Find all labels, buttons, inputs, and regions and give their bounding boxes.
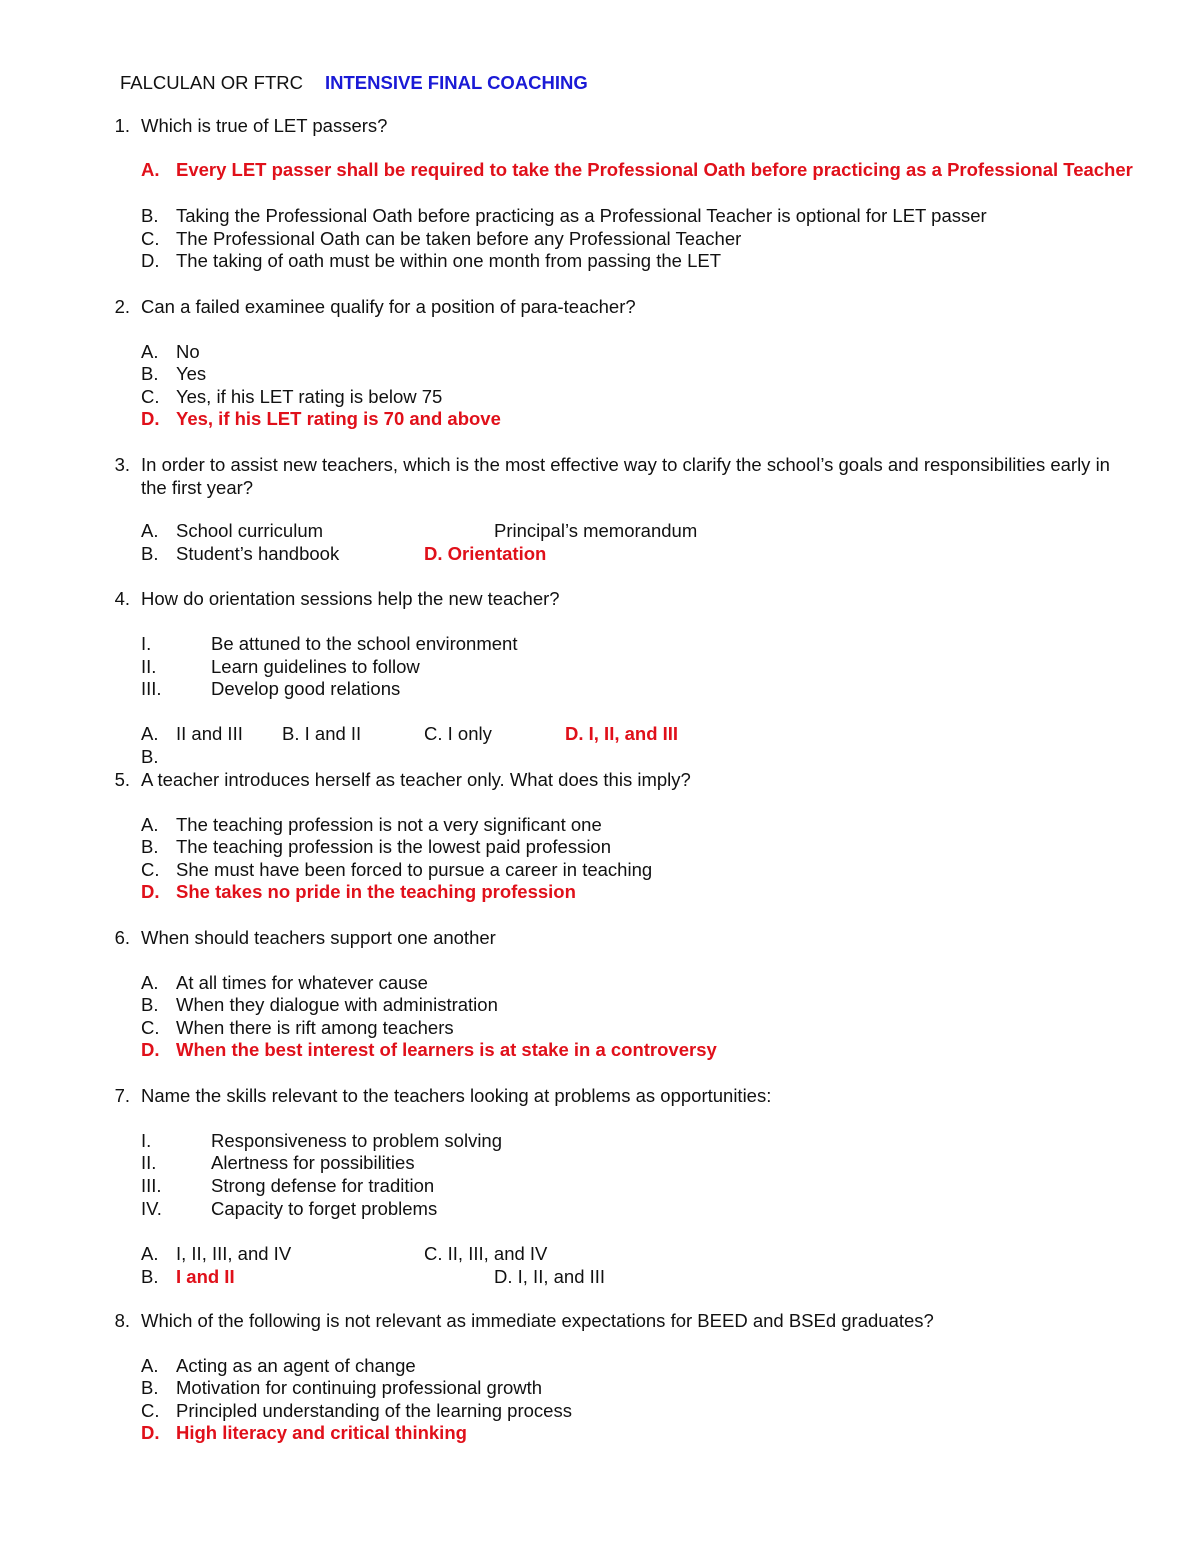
q2-option-c-letter: C. [141, 386, 160, 407]
q4-option-a-letter: A. [141, 723, 159, 744]
q6-option-b-text: When they dialogue with administration [176, 994, 498, 1015]
q2-option-c-text: Yes, if his LET rating is below 75 [176, 386, 443, 407]
q1-option-b-letter: B. [141, 205, 159, 226]
q7-option-d-text: D. I, II, and III [494, 1266, 606, 1287]
q7-roman-3-text: Strong defense for tradition [211, 1175, 435, 1196]
q5-option-d-text: She takes no pride in the teaching profession [176, 881, 576, 902]
question-1-number: 1. [114, 115, 130, 136]
q5-option-b-letter: B. [141, 836, 159, 857]
q1-option-a-text: Every LET passer shall be required to take the Professional Oath before practicing as a Professional Teacher [176, 159, 1133, 180]
q1-option-b-text: Taking the Professional Oath before practicing as a Professional Teacher is optional for LET passer [176, 205, 987, 226]
q6-option-a-letter: A. [141, 972, 159, 993]
q6-option-d-letter: D. [141, 1039, 160, 1060]
q8-option-c-text: Principled understanding of the learning process [176, 1400, 572, 1421]
header-source: FALCULAN OR FTRC [120, 72, 303, 93]
q2-option-b-letter: B. [141, 363, 159, 384]
q6-option-c-text: When there is rift among teachers [176, 1017, 454, 1038]
q4-roman-1-numeral: I. [141, 633, 152, 654]
question-7-number: 7. [114, 1085, 130, 1106]
q2-option-a-text: No [176, 341, 200, 362]
q4-option-b-text: B. I and II [282, 723, 362, 744]
question-4-number: 4. [114, 588, 130, 609]
q4-roman-2-text: Learn guidelines to follow [211, 656, 420, 677]
q7-option-a-letter: A. [141, 1243, 159, 1264]
q5-option-c-letter: C. [141, 859, 160, 880]
q7-roman-2-text: Alertness for possibilities [211, 1152, 415, 1173]
q6-option-a-text: At all times for whatever cause [176, 972, 428, 993]
q4-roman-3-text: Develop good relations [211, 678, 401, 699]
q8-option-b-text: Motivation for continuing professional growth [176, 1377, 543, 1398]
question-5-number: 5. [114, 769, 130, 790]
q7-option-a-text: I, II, III, and IV [176, 1243, 292, 1264]
q3-option-c-text: Principal’s memorandum [494, 520, 698, 541]
question-6-number: 6. [114, 927, 130, 948]
q7-roman-1-numeral: I. [141, 1130, 152, 1151]
q4-roman-2-numeral: II. [141, 656, 157, 677]
q5-option-a-text: The teaching profession is not a very significant one [176, 814, 602, 835]
question-2-text: Can a failed examinee qualify for a position of para-teacher? [141, 296, 636, 317]
q8-option-b-letter: B. [141, 1377, 159, 1398]
q7-roman-4-numeral: IV. [141, 1198, 162, 1219]
q7-option-b-letter: B. [141, 1266, 159, 1287]
question-2-number: 2. [114, 296, 130, 317]
q7-roman-2-numeral: II. [141, 1152, 157, 1173]
q4-option-d-text: D. I, II, and III [565, 723, 679, 744]
q3-option-d-text: D. Orientation [424, 543, 547, 564]
question-4-text: How do orientation sessions help the new teacher? [141, 588, 560, 609]
q1-option-c-letter: C. [141, 228, 160, 249]
q8-option-a-letter: A. [141, 1355, 159, 1376]
q4-roman-1-text: Be attuned to the school environment [211, 633, 518, 654]
q3-option-b-letter: B. [141, 543, 159, 564]
q6-option-d-text: When the best interest of learners is at stake in a controversy [176, 1039, 717, 1060]
q7-option-b-text: I and II [176, 1266, 235, 1287]
question-7-text: Name the skills relevant to the teachers looking at problems as opportunities: [141, 1085, 772, 1106]
q8-option-d-text: High literacy and critical thinking [176, 1422, 467, 1443]
q4-option-c-text: C. I only [424, 723, 492, 744]
question-8-number: 8. [114, 1310, 130, 1331]
q8-option-c-letter: C. [141, 1400, 160, 1421]
q2-option-d-letter: D. [141, 408, 160, 429]
header-title: INTENSIVE FINAL COACHING [325, 72, 588, 93]
q3-option-b-text: Student’s handbook [176, 543, 340, 564]
q1-option-a-letter: A. [141, 159, 160, 180]
question-3-text: In order to assist new teachers, which is the most effective way to clarify the school’s goals and responsibilities early in the first year? [141, 454, 1110, 498]
q7-roman-4-text: Capacity to forget problems [211, 1198, 438, 1219]
q8-option-a-text: Acting as an agent of change [176, 1355, 416, 1376]
q7-roman-1-text: Responsiveness to problem solving [211, 1130, 503, 1151]
question-3-number: 3. [114, 454, 130, 475]
q4-option-b-stray-letter: B. [141, 746, 159, 767]
q6-option-b-letter: B. [141, 994, 159, 1015]
q1-option-d-letter: D. [141, 250, 160, 271]
question-8-text: Which of the following is not relevant as immediate expectations for BEED and BSEd graduates? [141, 1310, 934, 1331]
q7-option-c-text: C. II, III, and IV [424, 1243, 548, 1264]
q5-option-d-letter: D. [141, 881, 160, 902]
q1-option-c-text: The Professional Oath can be taken before any Professional Teacher [176, 228, 742, 249]
q5-option-a-letter: A. [141, 814, 159, 835]
q5-option-c-text: She must have been forced to pursue a career in teaching [176, 859, 653, 880]
q4-option-a-text: II and III [176, 723, 243, 744]
q5-option-b-text: The teaching profession is the lowest paid profession [176, 836, 612, 857]
q4-roman-3-numeral: III. [141, 678, 162, 699]
question-5-text: A teacher introduces herself as teacher only. What does this imply? [141, 769, 691, 790]
question-1-text: Which is true of LET passers? [141, 115, 388, 136]
q7-roman-3-numeral: III. [141, 1175, 162, 1196]
q3-option-a-text: School curriculum [176, 520, 324, 541]
q2-option-d-text: Yes, if his LET rating is 70 and above [176, 408, 501, 429]
q8-option-d-letter: D. [141, 1422, 160, 1443]
q2-option-a-letter: A. [141, 341, 159, 362]
q1-option-d-text: The taking of oath must be within one month from passing the LET [176, 250, 722, 271]
question-6-text: When should teachers support one another [141, 927, 496, 948]
q2-option-b-text: Yes [176, 363, 207, 384]
q3-option-a-letter: A. [141, 520, 159, 541]
q6-option-c-letter: C. [141, 1017, 160, 1038]
